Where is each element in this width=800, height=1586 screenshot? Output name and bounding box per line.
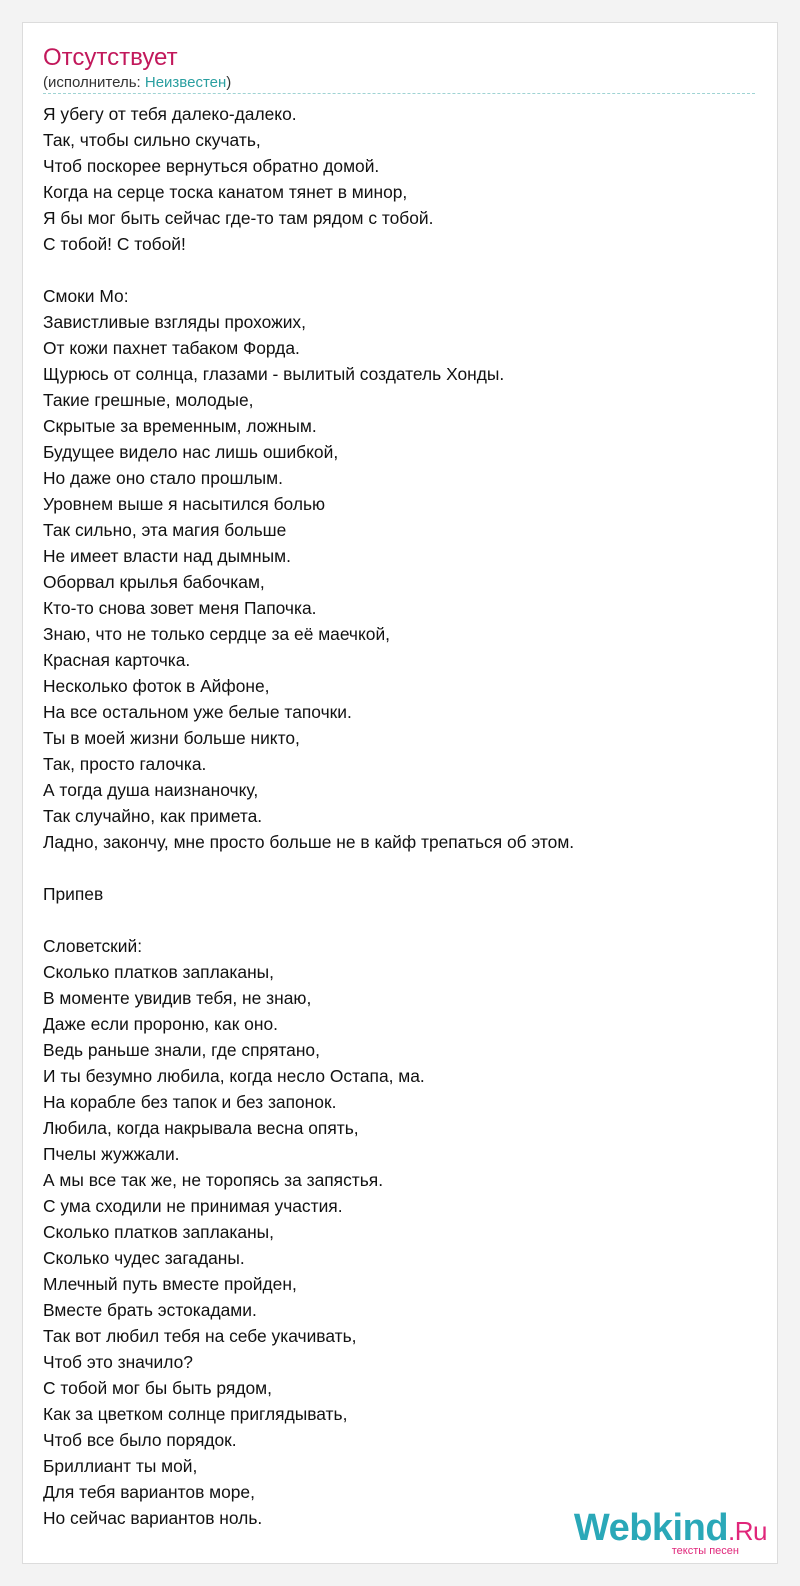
site-logo[interactable] [574,1508,767,1557]
lyrics-card [22,22,778,1564]
artist-line [43,73,231,93]
artist-prefix: (исполнитель: [43,74,145,91]
logo-main: Webkind [573,1507,729,1549]
lyrics-text: Я убегу от тебя далеко-далеко. Так, чтобы сильно скучать, Чтоб поскорее вернуться обратно домой. Когда на серце тоска канатом тянет в минор, Я бы мог быть сейчас где-то там рядом с тобой. С тобой! С тобой! Смоки Мо: Завистливые взгляды прохожих, От кожи пахнет табаком Форда. Щурюсь от солнца, глазами - вылитый создатель Хонды. Такие грешные, молодые, Скрытые за временным, ложным. Будущее видело нас лишь ошибкой, Но даже оно стало прошлым. Уровнем выше я насытился болью Так сильно, эта магия больше Не имеет власти над дымным. Оборвал крылья бабочкам, Кто-то снова зовет меня Папочка. Знаю, что не только сердце за её маечкой, Красная карточка. Несколько фоток в Айфоне, На все остальном уже белые тапочки. Ты в моей жизни больше никто, Так, просто галочка. А тогда душа наизнаночку, Так случайно, как примета. Ладно, закончу, мне просто больше не в кайф трепаться об этом. Припев Словетский: Сколько платков заплаканы, В моменте увидив тебя, не знаю, Даже если пророню, как оно. Ведь раньше знали, где спрятано, И ты безумно любила, когда несло Остапа, ма. На корабле без тапок и без запонок. Любила, когда накрывала весна опять, Пчелы жужжали. А мы все так же, не торопясь за запястья. С ума сходили не принимая участия. Сколько платков заплаканы, Сколько чудес загаданы. Млечный путь вместе пройден, Вместе брать эстокадами. Так вот любил тебя на себе укачивать, Чтоб это значило? С тобой мог бы быть рядом, Как за цветком солнце приглядывать, Чтоб все было порядок. Бриллиант ты мой, Для тебя вариантов море, Но сейчас вариантов ноль. [43,104,575,1528]
logo-tld: .Ru [728,1516,767,1546]
artist-suffix: ) [226,74,232,91]
song-title: Отсутствует [43,44,178,71]
divider [43,93,755,94]
artist-link[interactable]: Неизвестен [144,74,227,91]
logo-tagline: тексты песен [671,1545,739,1557]
